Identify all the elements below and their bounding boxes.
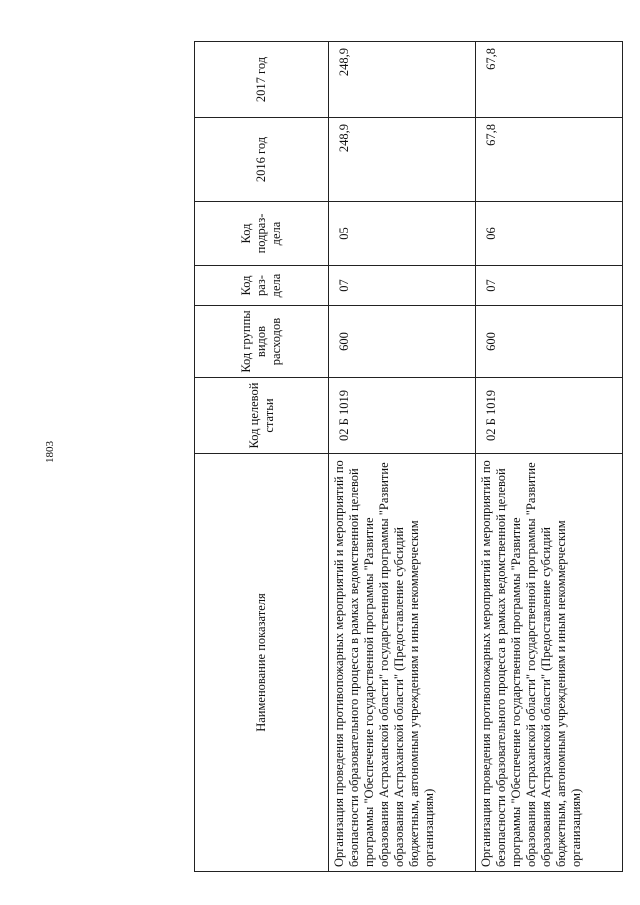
header-year-2017: 2017 год: [195, 42, 329, 118]
budget-table: [194, 41, 623, 872]
row-expense-group-code: 600: [329, 306, 476, 378]
page-number: 1803: [44, 441, 56, 463]
row-subsection-code: 06: [476, 202, 623, 266]
row-article-code: 02 Б 1019: [476, 378, 623, 454]
row-name: Организация проведения противопожарных мероприятий и мероприятий по безопасности образовательного процесса в рамках ведомственной целевой программы "Обеспечение государственной программы "Развитие образования Астраханской области" государственной программы "Развитие образования Астраханской области" (Предоставление субсидий бюджетным, автономным учреждениям и иным некоммерческим организациям): [329, 454, 476, 872]
row-section-code: 07: [329, 266, 476, 306]
header-section-code: Код раз- дела: [195, 266, 329, 306]
row-expense-group-code: 600: [476, 306, 623, 378]
row-article-code: 02 Б 1019: [329, 378, 476, 454]
row-value-2017: 67,8: [476, 42, 623, 118]
rotated-table-container: [194, 42, 622, 872]
row-value-2016: 248,9: [329, 118, 476, 202]
row-section-code: 07: [476, 266, 623, 306]
row-subsection-code: 05: [329, 202, 476, 266]
header-year-2016: 2016 год: [195, 118, 329, 202]
row-value-2016: 67,8: [476, 118, 623, 202]
header-name: Наименование показателя: [195, 454, 329, 872]
row-value-2017: 248,9: [329, 42, 476, 118]
header-subsection-code: Код подраз- дела: [195, 202, 329, 266]
table-header-row: [195, 42, 329, 872]
row-name: Организация проведения противопожарных мероприятий и мероприятий по безопасности образовательного процесса в рамках ведомственной целевой программы "Обеспечение государственной программы "Развитие образования Астраханской области" государственной программы "Развитие образования Астраханской области" (Предоставление субсидий бюджетным, автономным учреждениям и иным некоммерческим организациям): [476, 454, 623, 872]
header-expense-group-code: Код группы видов расходов: [195, 306, 329, 378]
table-row: [476, 42, 623, 872]
table-row: [329, 42, 476, 872]
header-article-code: Код целевой статьи: [195, 378, 329, 454]
